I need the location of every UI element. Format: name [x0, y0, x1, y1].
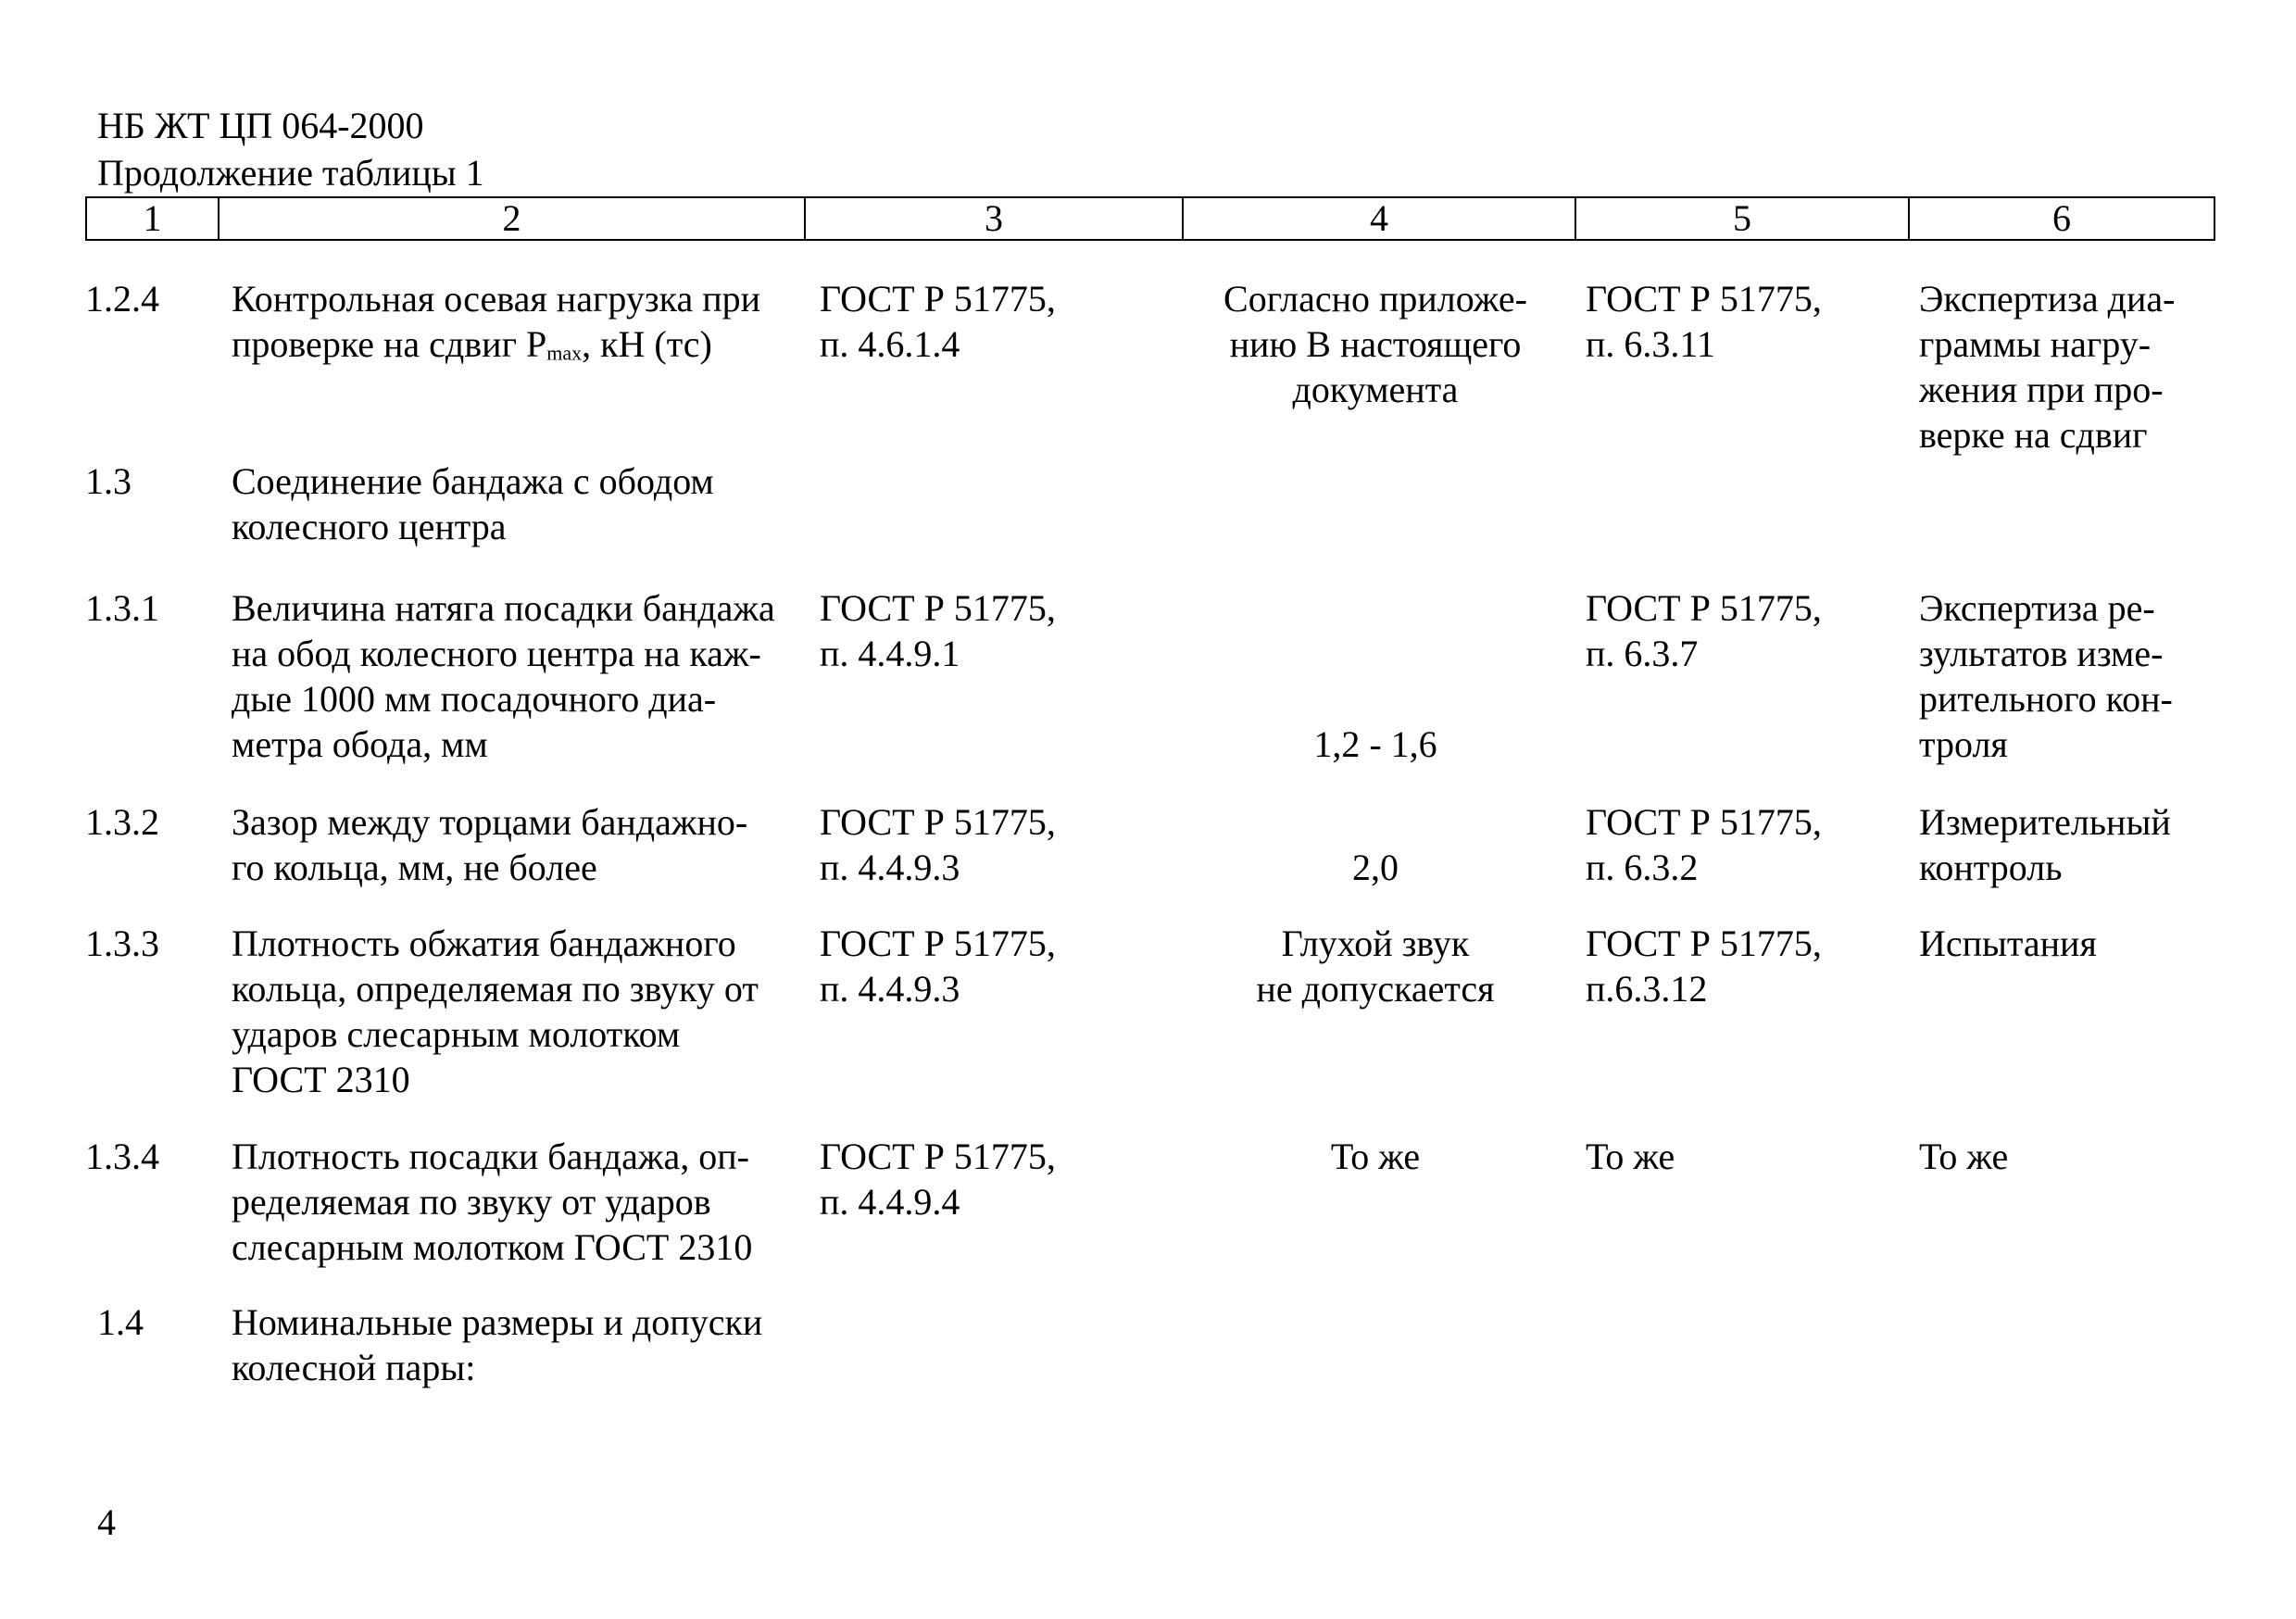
norm-value: 1,2 - 1,6 [1313, 723, 1437, 765]
column-number-2: 2 [220, 198, 806, 239]
control-type: То же [1919, 1136, 2009, 1177]
parameter-subscript: max [546, 341, 583, 365]
norm-value: 2,0 [1352, 847, 1399, 888]
row-number: 1.3.1 [85, 587, 159, 629]
control-method-document: ГОСТ Р 51775, п.6.3.12 [1586, 922, 1822, 1010]
parameter-name: Величина натяга посадки бандажа на обод колесного центра на каж- дые 1000 мм посадочного диа- метра обода, мм [232, 587, 775, 765]
column-number-5: 5 [1576, 198, 1910, 239]
row-number: 1.3.4 [85, 1136, 159, 1177]
column-number-6: 6 [2052, 197, 2071, 239]
row-number: 1.3 [85, 460, 132, 502]
parameter-name: Плотность обжатия бандажного кольца, определяемая по звуку от ударов слесарным молотком ГОСТ 2310 [232, 922, 759, 1100]
column-number-4: 4 [1184, 198, 1576, 239]
row-number: 1.2.4 [85, 278, 159, 320]
parameter-name-unit: , кН (тс) [582, 323, 712, 365]
norm-value: Глухой звук не допускается [1256, 922, 1495, 1010]
table-caption: Продолжение таблицы 1 [97, 152, 484, 194]
parameter-name: Номинальные размеры и допуски колесной пары: [232, 1301, 763, 1388]
control-method-document: То же [1586, 1136, 1675, 1177]
normative-document: ГОСТ Р 51775, п. 4.4.9.1 [820, 587, 1056, 674]
page-number: 4 [97, 1501, 116, 1543]
parameter-name-text: Контрольная осевая нагрузка при проверке на сдвиг P [232, 278, 761, 365]
row-number: 1.3.3 [85, 922, 159, 964]
parameter-name: Соединение бандажа с ободом колесного центра [232, 460, 714, 547]
norm-value: То же [1330, 1136, 1421, 1177]
control-type: Экспертиза диа- граммы нагру- жения при про- верке на сдвиг [1919, 278, 2176, 456]
column-number-1: 1 [87, 198, 220, 239]
control-method-document: ГОСТ Р 51775, п. 6.3.11 [1586, 278, 1822, 365]
control-type: Испытания [1919, 922, 2097, 964]
row-number: 1.4 [97, 1301, 144, 1343]
control-method-document: ГОСТ Р 51775, п. 6.3.2 [1586, 801, 1822, 888]
control-type: Измерительный контроль [1919, 801, 2171, 888]
normative-document: ГОСТ Р 51775, п. 4.4.9.3 [820, 922, 1056, 1010]
column-number-3: 3 [806, 198, 1184, 239]
parameter-name: Плотность посадки бандажа, оп- ределяемая по звуку от ударов слесарным молотком ГОСТ 2310 [232, 1136, 753, 1268]
parameter-name [232, 276, 817, 367]
norm-value: Согласно приложе- нию В настоящего документа [1223, 278, 1527, 410]
normative-document: ГОСТ Р 51775, п. 4.4.9.3 [820, 801, 1056, 888]
parameter-name: Зазор между торцами бандажно- го кольца, мм, не более [232, 801, 748, 888]
row-number: 1.3.2 [85, 801, 159, 843]
control-type: Экспертиза ре- зультатов изме- рительного кон- троля [1919, 587, 2173, 765]
normative-document: ГОСТ Р 51775, п. 4.4.9.4 [820, 1136, 1056, 1223]
control-method-document: ГОСТ Р 51775, п. 6.3.7 [1586, 587, 1822, 674]
document-code: НБ ЖТ ЦП 064-2000 [97, 105, 424, 146]
normative-document: ГОСТ Р 51775, п. 4.6.1.4 [820, 278, 1056, 365]
